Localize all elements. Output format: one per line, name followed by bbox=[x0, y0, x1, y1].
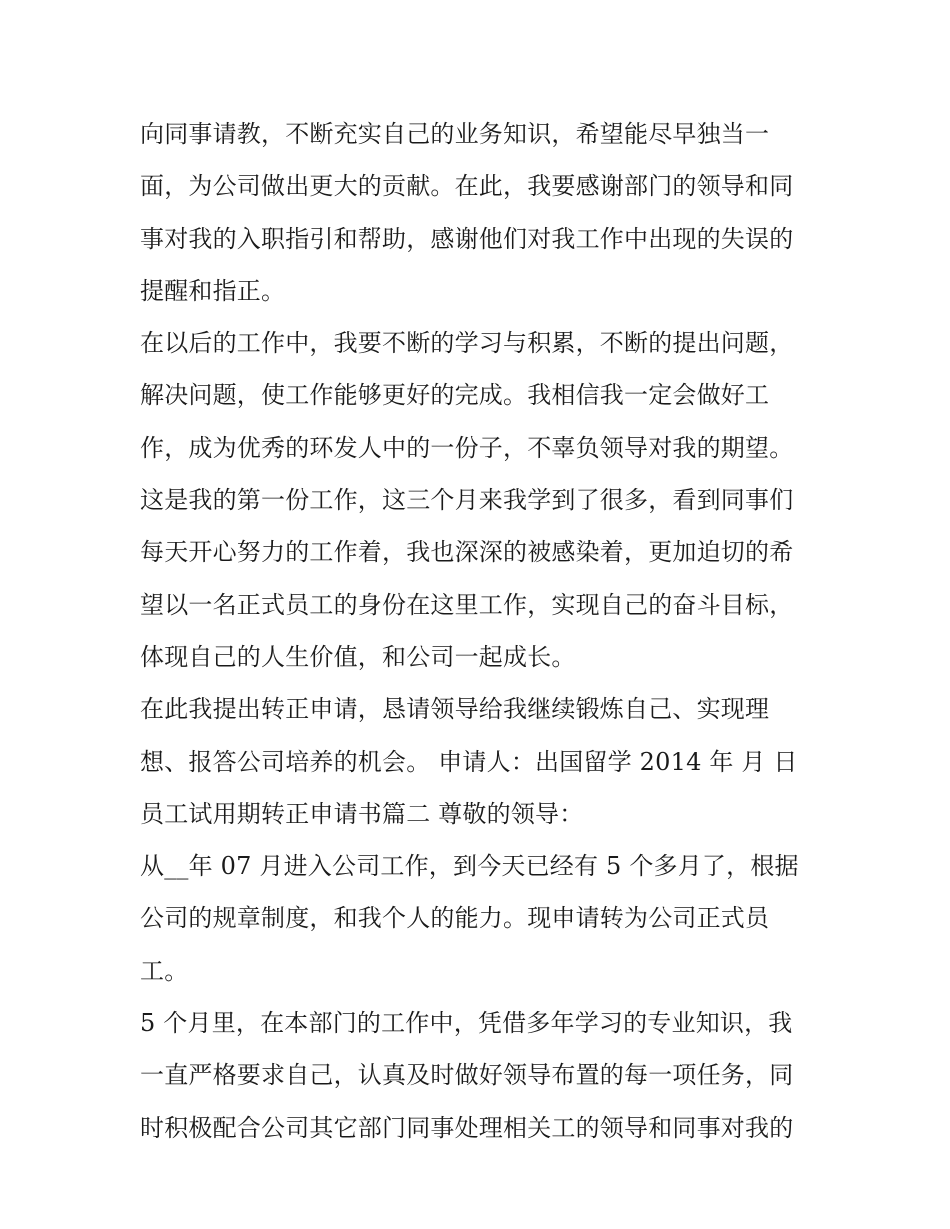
text-line: 公司的规章制度，和我个人的能力。现申请转为公司正式员 bbox=[140, 904, 770, 933]
text-line: 事对我的入职指引和帮助，感谢他们对我工作中出现的失误的 bbox=[140, 224, 794, 253]
text-line: 每天开心努力的工作着，我也深深的被感染着，更加迫切的希 bbox=[140, 538, 794, 567]
text-line: 这是我的第一份工作，这三个月来我学到了很多，看到同事们 bbox=[140, 486, 794, 515]
text-line: 员工试用期转正申请书篇二 尊敬的领导： bbox=[140, 799, 584, 828]
text-line: 时积极配合公司其它部门同事处理相关工的领导和同事对我的 bbox=[140, 1113, 794, 1142]
text-line: 体现自己的人生价值，和公司一起成长。 bbox=[140, 642, 576, 671]
text-line: 作，成为优秀的环发人中的一份子，不辜负领导对我的期望。 bbox=[140, 433, 794, 462]
text-line: 望以一名正式员工的身份在这里工作，实现自己的奋斗目标， bbox=[140, 590, 794, 619]
text-line: 提醒和指正。 bbox=[140, 276, 286, 305]
text-line: 5 个月里，在本部门的工作中，凭借多年学习的专业知识，我 bbox=[140, 1009, 793, 1038]
text-line: 工。 bbox=[140, 956, 189, 985]
text-line: 在此我提出转正申请，恳请领导给我继续锻炼自己、实现理 bbox=[140, 695, 770, 724]
text-line: 一直严格要求自己，认真及时做好领导布置的每一项任务，同 bbox=[140, 1061, 794, 1090]
body-text bbox=[140, 108, 830, 1154]
text-line: 向同事请教，不断充实自己的业务知识，希望能尽早独当一 bbox=[140, 120, 770, 148]
text-line: 想、报答公司培养的机会。 申请人：出国留学 2014 年 月 日 bbox=[140, 747, 798, 776]
text-line: 面，为公司做出更大的贡献。在此，我要感谢部门的领导和同 bbox=[140, 172, 794, 201]
text-line: 从__年 07 月进入公司工作，到今天已经有 5 个多月了，根据 bbox=[140, 852, 799, 881]
text-line: 解决问题，使工作能够更好的完成。我相信我一定会做好工 bbox=[140, 381, 770, 410]
text-line: 在以后的工作中，我要不断的学习与积累，不断的提出问题， bbox=[140, 329, 794, 358]
